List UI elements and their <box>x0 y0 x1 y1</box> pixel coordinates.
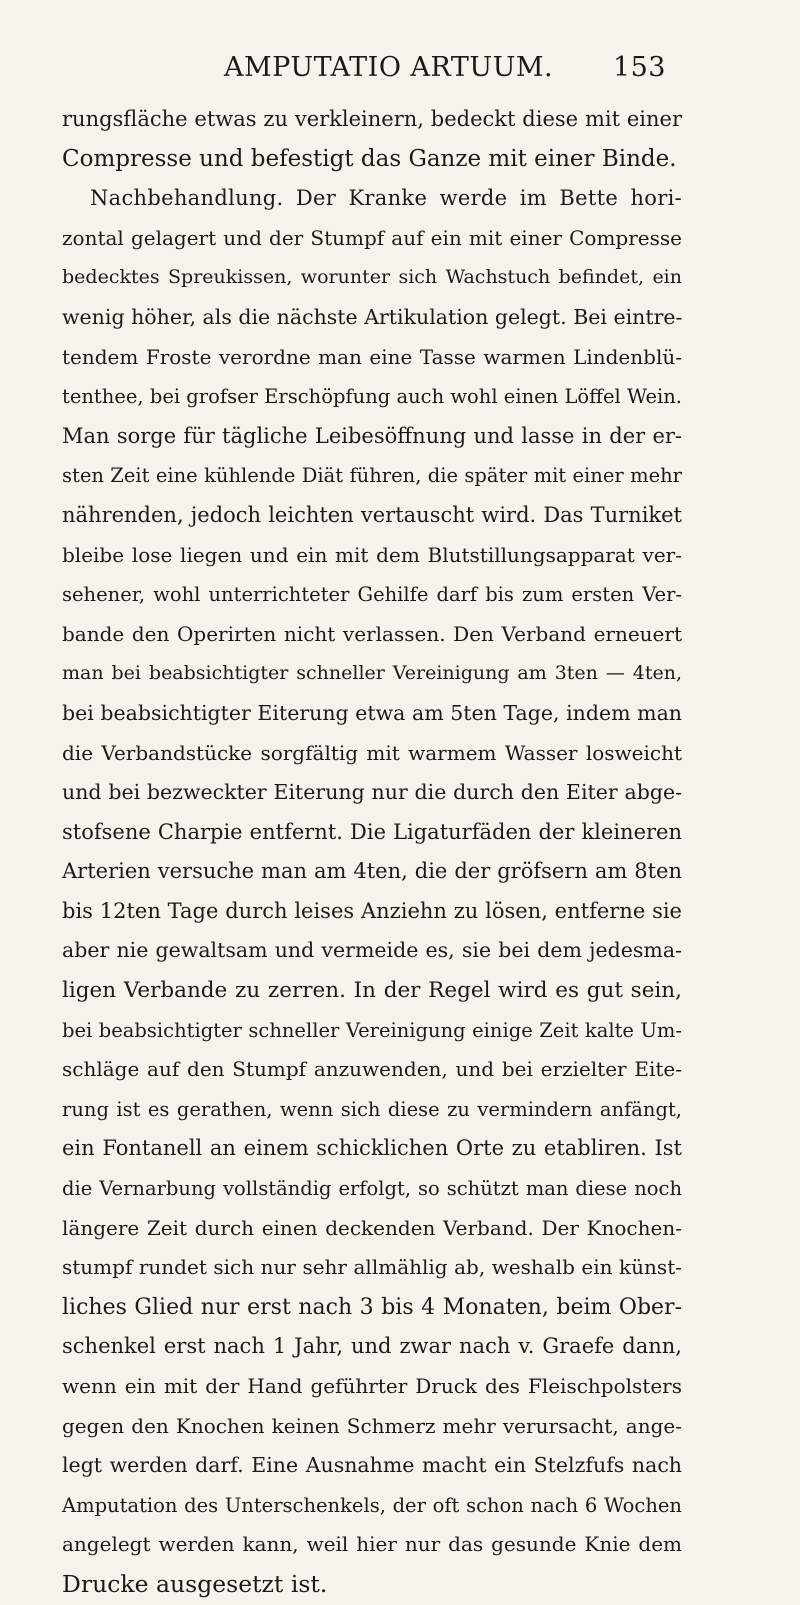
text-line: gegen den Knochen keinen Schmerz mehr verursacht, ange- <box>62 1413 682 1438</box>
running-head <box>224 52 666 92</box>
text-line: rung ist es gerathen, wenn sich diese zu vermindern anfängt, <box>62 1097 682 1121</box>
text-line: schläge auf den Stumpf anzuwenden, und bei erzielter Eite- <box>62 1057 682 1082</box>
text-line: wenn ein mit der Hand geführter Druck des Fleischpolsters <box>62 1374 682 1398</box>
text-line: stofsene Charpie entfernt. Die Ligaturfäden der kleineren <box>62 819 682 844</box>
body-text <box>62 100 682 1605</box>
text-line: tenthee, bei grofser Erschöpfung auch wohl einen Löffel Wein. <box>62 385 682 409</box>
text-line: die Verbandstücke sorgfältig mit warmem Wasser losweicht <box>62 740 682 765</box>
text-line: aber nie gewaltsam und vermeide es, sie bei dem jedesma- <box>62 938 682 963</box>
text-line: nährenden, jedoch leichten vertauscht wird. Das Turniket <box>62 502 682 527</box>
text-line: längere Zeit durch einen deckenden Verband. Der Knochen- <box>62 1215 682 1240</box>
text-line: bedecktes Spreukissen, worunter sich Wachstuch befindet, ein <box>62 266 682 289</box>
text-line: sten Zeit eine kühlende Diät führen, die später mit einer mehr <box>62 464 682 488</box>
text-line: die Vernarbung vollständig erfolgt, so schützt man diese noch <box>62 1177 682 1201</box>
text-line: Arterien versuche man am 4ten, die der gröfsern am 8ten <box>62 859 682 884</box>
text-line: stumpf rundet sich nur sehr allmählig ab, weshalb ein künst- <box>62 1255 682 1280</box>
text-line: sehener, wohl unterrichteter Gehilfe darf bis zum ersten Ver- <box>62 583 682 607</box>
text-line: Drucke ausgesetzt ist. <box>62 1569 328 1598</box>
text-line: tendem Froste verordne man eine Tasse warmen Lindenblü- <box>62 344 682 369</box>
running-head-title: AMPUTATIO ARTUUM. <box>224 52 554 83</box>
text-line: Nachbehandlung. Der Kranke werde im Bette hori- <box>90 186 682 211</box>
text-line: wenig höher, als die nächste Artikulation gelegt. Bei eintre- <box>62 304 683 329</box>
text-line: bei beabsichtigter Eiterung etwa am 5ten Tage, indem man <box>62 700 682 725</box>
text-line: bleibe lose liegen und ein mit dem Blutstillungsapparat ver- <box>62 542 682 567</box>
text-line: schenkel erst nach 1 Jahr, und zwar nach v. Graefe dann, <box>62 1334 682 1359</box>
text-line: zontal gelagert und der Stumpf auf ein mit einer Compresse <box>62 225 682 250</box>
text-line: bei beabsichtigter schneller Vereinigung einige Zeit kalte Um- <box>62 1018 682 1042</box>
text-line: bande den Operirten nicht verlassen. Den Verband erneuert <box>62 621 682 646</box>
text-line: Man sorge für tägliche Leibesöffnung und lasse in der er- <box>62 423 682 448</box>
page-number: 153 <box>612 52 666 83</box>
text-line: Compresse und befestigt das Ganze mit einer Binde. <box>62 145 677 172</box>
text-line: man bei beabsichtigter schneller Vereinigung am 3ten — 4ten, <box>62 662 682 685</box>
text-line: angelegt werden kann, weil hier nur das gesunde Knie dem <box>62 1532 682 1557</box>
text-line: ein Fontanell an einem schicklichen Orte zu etabliren. Ist <box>62 1136 682 1161</box>
text-line: bis 12ten Tage durch leises Anziehn zu lösen, entferne sie <box>62 898 682 923</box>
text-line: liches Glied nur erst nach 3 bis 4 Monaten, beim Ober- <box>62 1294 682 1320</box>
text-line: ligen Verbande zu zerren. In der Regel wird es gut sein, <box>62 978 682 1004</box>
text-line: Amputation des Unterschenkels, der oft schon nach 6 Wochen <box>62 1493 682 1517</box>
text-line: rungsfläche etwas zu verkleinern, bedeckt diese mit einer <box>62 107 682 131</box>
text-line: und bei bezweckter Eiterung nur die durch den Eiter abge- <box>62 780 682 805</box>
text-line: legt werden darf. Eine Ausnahme macht ein Stelzfufs nach <box>62 1453 682 1478</box>
